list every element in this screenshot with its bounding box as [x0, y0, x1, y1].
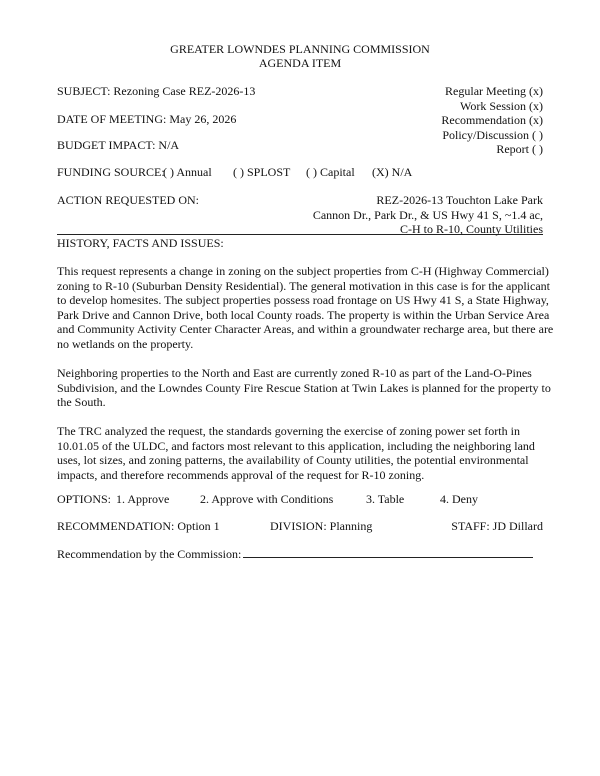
meeting-type-item: Report ( ) — [496, 142, 543, 156]
funding-source-label: FUNDING SOURCE: — [57, 165, 165, 179]
meeting-type-item: Recommendation (x) — [441, 113, 543, 127]
paragraph-line: 10.01.05 of the ULDC, and factors most relevant to this application, including the neighboring land — [57, 438, 535, 453]
action-requested-details — [313, 193, 543, 237]
option-approve-with-conditions: 2. Approve with Conditions — [200, 492, 334, 506]
staff-value: STAFF: JD Dillard — [451, 519, 543, 533]
funding-option-capital: ( ) Capital — [306, 165, 355, 179]
option-approve: 1. Approve — [116, 492, 170, 506]
paragraph-line: Park Drive and Cannon Drive, both local County roads. The property is within the Urban Service Area — [57, 307, 550, 322]
history-paragraph-1 — [57, 264, 554, 351]
budget-impact: BUDGET IMPACT: N/A — [57, 138, 180, 152]
paragraph-line: The TRC analyzed the request, the standards governing the exercise of zoning power set forth in — [57, 424, 520, 438]
meeting-type-item: Work Session (x) — [459, 98, 543, 113]
recommendation-value: RECOMMENDATION: Option 1 — [57, 519, 220, 533]
subject-line: SUBJECT: Rezoning Case REZ-2026-13 — [57, 84, 256, 98]
paragraph-line: no wetlands on the property. — [57, 336, 194, 351]
paragraph-line: Neighboring properties to the North and East are currently zoned R-10 as part of the Land-O-Pines — [57, 366, 532, 380]
action-requested-label: ACTION REQUESTED ON: — [57, 193, 199, 207]
commission-recommendation-line — [243, 546, 533, 558]
meeting-type-list — [441, 84, 543, 157]
commission-title: GREATER LOWNDES PLANNING COMMISSION — [170, 42, 430, 56]
history-heading: HISTORY, FACTS AND ISSUES: — [57, 236, 224, 250]
option-deny: 4. Deny — [440, 492, 478, 506]
paragraph-line: This request represents a change in zoning on the subject properties from C-H (Highway Commercial) — [57, 264, 549, 278]
commission-recommendation-row — [57, 546, 533, 561]
paragraph-line: and Community Activity Center Character Areas, and within a groundwater recharge area, but there are — [57, 322, 554, 336]
meeting-type-item: Regular Meeting (x) — [445, 84, 543, 98]
options-label: OPTIONS: — [57, 492, 112, 506]
funding-option-na: (X) N/A — [372, 165, 413, 179]
action-detail-line: Cannon Dr., Park Dr., & US Hwy 41 S, ~1.4 ac, — [312, 207, 543, 222]
commission-recommendation-label: Recommendation by the Commission: — [57, 547, 242, 561]
meeting-date: DATE OF MEETING: May 26, 2026 — [57, 112, 237, 126]
division-value: DIVISION: Planning — [270, 519, 373, 533]
agenda-item-title: AGENDA ITEM — [258, 56, 342, 70]
action-detail-line: REZ-2026-13 Touchton Lake Park — [376, 193, 543, 207]
funding-option-annual: ( ) Annual — [163, 165, 212, 179]
action-detail-line: C-H to R-10, County Utilities — [399, 222, 543, 236]
paragraph-line: the South. — [57, 395, 106, 409]
meeting-type-item: Policy/Discussion ( ) — [442, 127, 543, 142]
history-paragraph-2 — [57, 366, 551, 410]
history-paragraph-3 — [57, 424, 545, 482]
paragraph-line: zoning to R-10 (Suburban Density Residential). The general motivation in this case is for the applicant — [57, 278, 551, 293]
funding-option-splost: ( ) SPLOST — [233, 165, 291, 179]
paragraph-line: impacts, and therefore recommends approval of the request for R-10 zoning. — [57, 467, 425, 482]
paragraph-line: uses, lot sizes, and zoning patterns, the availability of County utilities, the potential environmental — [57, 453, 529, 467]
paragraph-line: to develop homesites. The subject properties possess road frontage on US Hwy 41 S, a State Highway, — [57, 293, 549, 307]
option-table: 3. Table — [366, 492, 405, 506]
section-divider — [57, 234, 543, 235]
paragraph-line: Subdivision, and the Lowndes County Fire Rescue Station at Twin Lakes is planned for the property to — [57, 380, 551, 395]
